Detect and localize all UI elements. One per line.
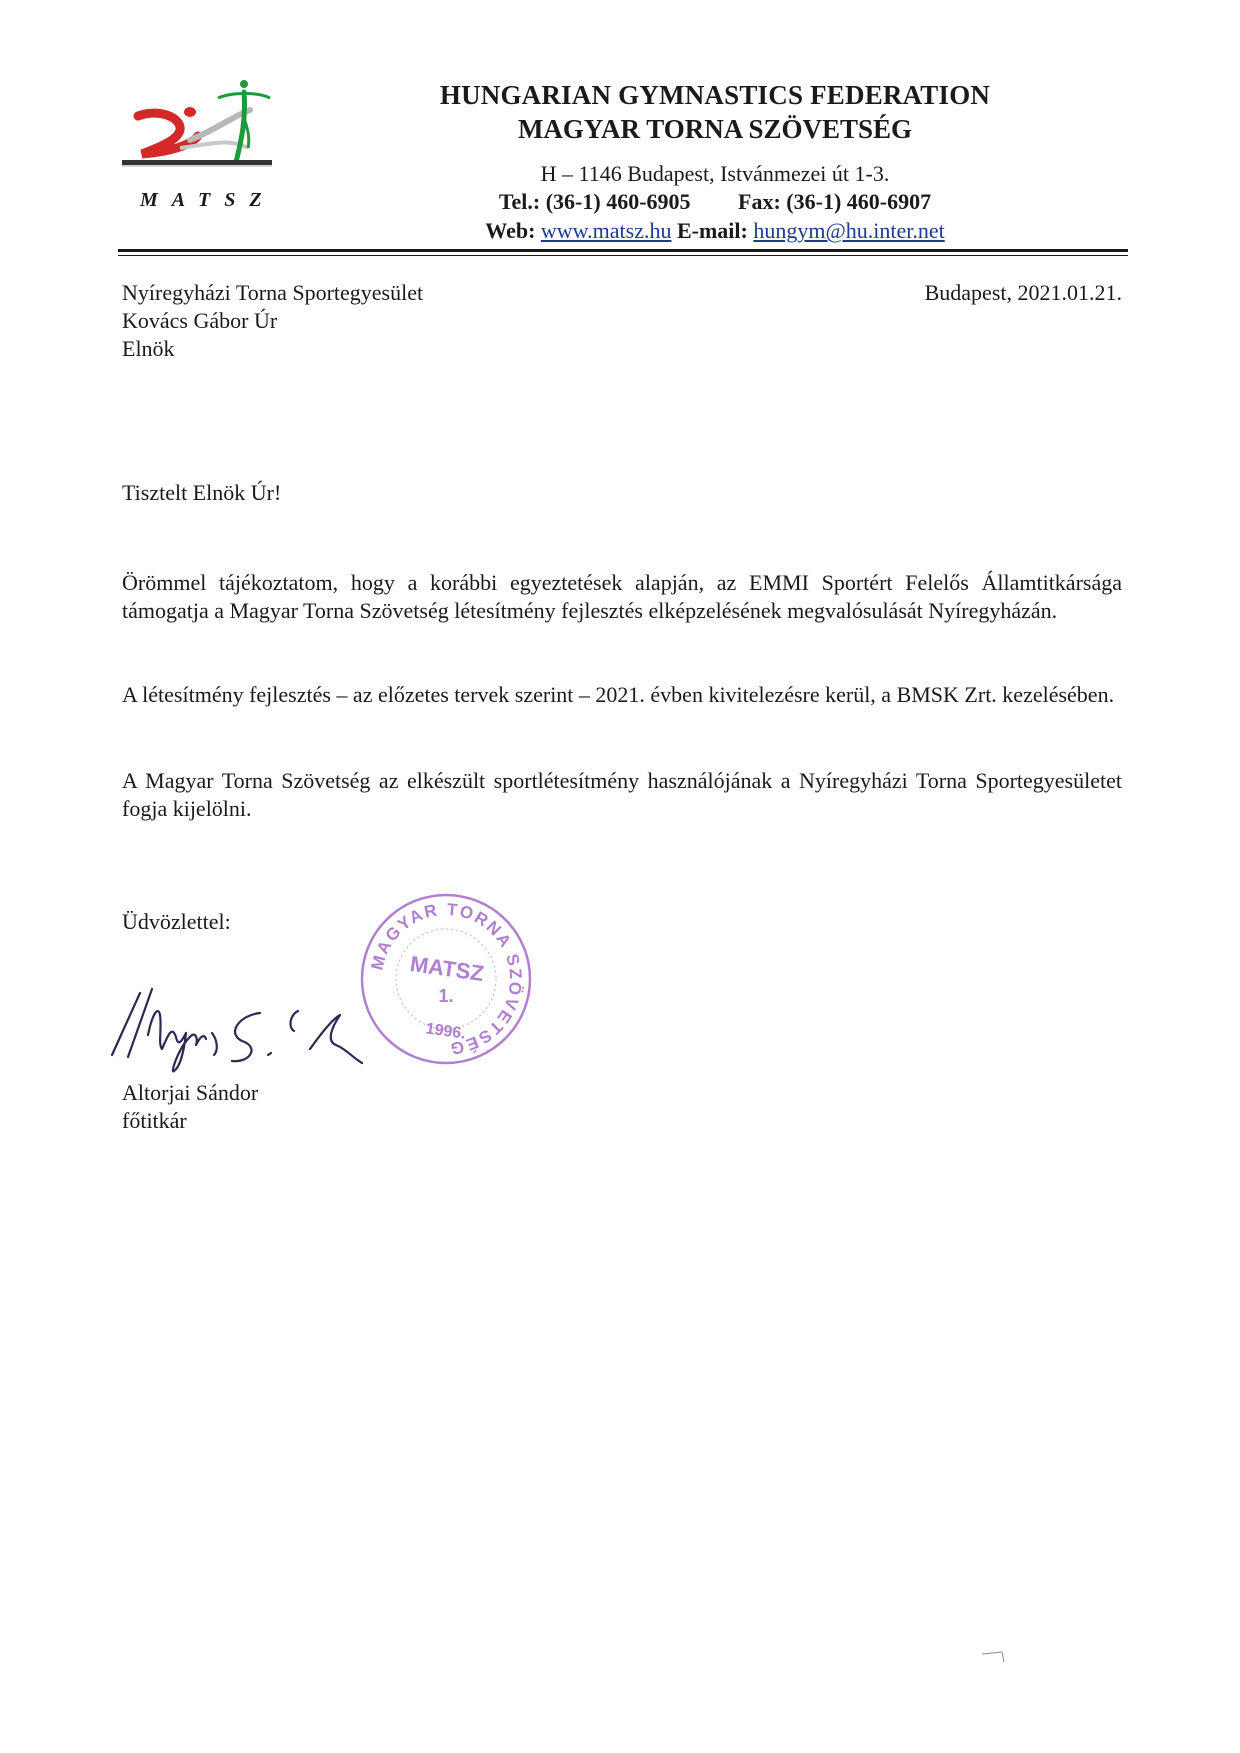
letter-date: Budapest, 2021.01.21. [924, 280, 1122, 305]
body-paragraph: A Magyar Torna Szövetség az elkészült sportlétesítmény használójának a Nyíregyházi Torna Sportegyesületet fogja kijelölni. [122, 768, 1122, 821]
web-label: Web: [485, 218, 536, 243]
fax: Fax: (36-1) 460-6907 [738, 189, 932, 214]
stamp-year: 1996. [424, 1020, 467, 1043]
header-divider-thin [118, 255, 1128, 256]
recipient-block [122, 279, 622, 363]
signer-title: főtitkár [122, 1108, 187, 1133]
official-stamp [357, 890, 535, 1068]
recipient-name: Kovács Gábor Úr [122, 308, 278, 333]
org-name-english: HUNGARIAN GYMNASTICS FEDERATION [439, 80, 991, 110]
body-paragraph: Örömmel tájékoztatom, hogy a korábbi egyeztetések alapján, az EMMI Sportért Felelős Államtitkársága támogatja a Magyar Torna Szövetség létesítmény fejlesztés elképzelésének megvalósulását Nyíregyházán. [122, 570, 1122, 623]
email-label: E-mail: [676, 218, 748, 243]
signer-name: Altorjai Sándor [122, 1080, 259, 1105]
org-address: H – 1146 Budapest, Istvánmezei út 1-3. [540, 161, 890, 186]
telephone: Tel.: (36-1) 460-6905 [498, 189, 691, 214]
salutation: Tisztelt Elnök Úr! [122, 480, 282, 505]
stamp-ring-text: MAGYAR TORNA SZÖVETSÉG [367, 899, 526, 1059]
recipient-organization: Nyíregyházi Torna Sportegyesület [122, 280, 424, 305]
handwritten-signature [100, 975, 380, 1085]
body-paragraph: A létesítmény fejlesztés – az előzetes tervek szerint – 2021. évben kivitelezésre kerül, a BMSK Zrt. kezelésében. [122, 682, 1115, 707]
recipient-title: Elnök [122, 336, 175, 361]
stamp-number: 1. [438, 986, 454, 1006]
org-name-hungarian: MAGYAR TORNA SZÖVETSÉG [517, 114, 913, 144]
header-divider [118, 249, 1128, 252]
closing: Üdvözlettel: [122, 909, 231, 934]
stamp-center-text: MATSZ [408, 951, 486, 987]
website-link[interactable]: www.matsz.hu [540, 218, 672, 243]
logo-wordmark: MATSZ [140, 189, 276, 211]
email-link[interactable]: hungym@hu.inter.net [753, 218, 945, 243]
contact-line [400, 189, 1030, 215]
scan-mark [980, 1648, 1010, 1668]
web-email-line [400, 218, 1030, 244]
signer-block [122, 1079, 258, 1135]
